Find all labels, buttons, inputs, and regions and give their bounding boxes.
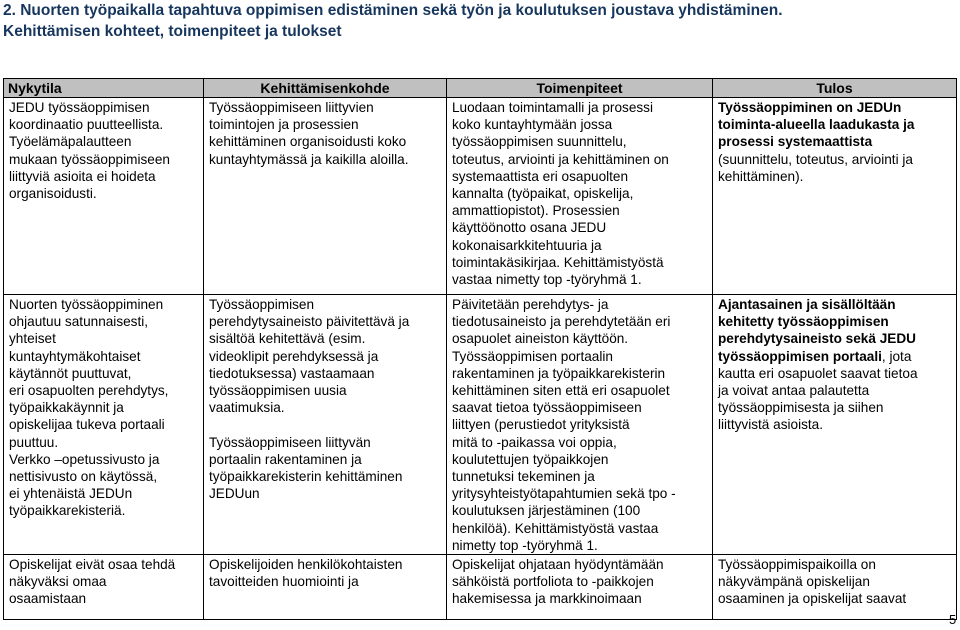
cell-line: toimintojen ja prosessien [209,117,359,133]
heading-line-2: Kehittämisen kohteet, toimenpiteet ja tulokset [3,23,342,40]
cell-line: koulutettujen työpaikkojen [452,451,609,467]
cell-line: kuntayhtymässä ja kaikilla aloilla. [209,151,409,167]
cell-line: perehdytysaineisto päivitettävä ja [209,314,410,330]
cell-line: käytännöt puuttuvat, [9,365,132,381]
cell-line: prosessi systemaattista [718,134,873,150]
cell-line: Nuorten työssäoppiminen [9,297,164,312]
cell-kehittamisenkohde [204,555,447,620]
header-nykytila: Nykytila [4,79,204,98]
cell-line: liittyen (perustiedot yrityksistä [452,417,630,433]
cell-line: mukaan työssäoppimiseen [9,151,170,167]
cell-line: Työelämäpalautteen [9,134,132,150]
cell-line: Ajantasainen ja sisällöltään [718,297,896,312]
cell-line: tunnetuksi tekeminen ja [452,469,595,485]
cell-line: nettisivusto on käytössä, [9,469,158,485]
cell-line: JEDU työssäoppimisen [9,100,150,115]
page-number: 5 [949,612,957,627]
header-toimenpiteet: Toimenpiteet [447,79,713,98]
cell-line: työssäoppimisen portaali, jota [718,348,912,364]
cell-line: työpaikkakäynnit ja [9,400,124,416]
cell-line: henkilöä). Kehittämistyöstä vastaa [452,520,659,536]
cell-line: hakemisessa ja markkinoimaan [452,591,642,607]
cell-line: rakentaminen ja työpaikkarekisterin [452,365,666,381]
cell-line: työssäoppimisesta ja siihen [718,400,884,416]
cell-line: Verkko –opetussivusto ja [9,451,160,467]
cell-line: kehittäminen siten että eri osapuolet [452,383,670,399]
cell-line: osapuolet aineiston käyttöön. [452,331,629,347]
cell-line: kokonaisarkkitehtuuria ja [452,237,602,253]
cell-line: videoklipit perehdyksessä ja [209,348,379,364]
cell-line: Työssäoppimisen [209,297,315,312]
header-kehittamisenkohde: Kehittämisenkohde [204,79,447,98]
cell-line [209,416,442,433]
cell-toimenpiteet [447,98,713,295]
cell-line: liittyvistä asioista. [718,417,824,433]
cell-line: eri osapuolten perehdytys, [9,383,169,399]
cell-line: kehittäminen organisoidusti koko [209,134,407,150]
cell-line: saavat tietoa työssäoppimiseen [452,400,642,416]
cell-line: tiedotuksessa) vastaamaan [209,365,375,381]
cell-toimenpiteet [447,295,713,555]
cell-line: kehitetty työssäoppimisen [718,314,889,330]
cell-tulos [713,295,957,555]
cell-line: ohjautuu satunnaisesti, [9,314,149,330]
table-row [4,98,957,295]
cell-line: tavoitteiden huomiointi ja [209,574,359,590]
cell-line: Opiskelijoiden henkilökohtaisten [209,557,403,573]
cell-line: yritysyhteistyötapahtumien sekä tpo - [452,486,676,502]
cell-kehittamisenkohde [204,98,447,295]
page-heading [3,0,953,42]
cell-line: kehittäminen). [718,168,804,184]
cell-toimenpiteet [447,555,713,620]
cell-tulos [713,555,957,620]
cell-line: Päivitetään perehdytys- ja [452,297,609,312]
cell-line: sisältöä kehitettävä (esim. [209,331,366,347]
cell-line: kuntayhtymäkohtaiset [9,348,141,364]
cell-line: liittyviä asioita ei hoideta [9,168,156,184]
cell-line: portaalin rakentaminen ja [209,451,362,467]
cell-line: koko kuntayhtymään jossa [452,117,613,133]
cell-line: toimintakäsikirjaa. Kehittämistyöstä [452,254,664,270]
cell-line: osaaminen ja opiskelijat saavat [718,591,907,607]
cell-line: yhteiset [9,331,56,347]
cell-line: koordinaatio puutteellista. [9,117,164,133]
cell-line: vastaa nimetty top -työryhmä 1. [452,272,642,288]
cell-line: Työssäoppimispaikoilla on [718,557,876,573]
table-row [4,555,957,620]
cell-line: organisoidusti. [9,186,97,202]
cell-line: näkyväksi omaa [9,574,107,590]
cell-tulos [713,98,957,295]
cell-line: Työssäoppiminen on JEDUn [718,100,902,115]
cell-line: työssäoppimisen uusia [209,383,347,399]
cell-line: (suunnittelu, toteutus, arviointi ja [718,151,913,167]
cell-line: Työssäoppimiseen liittyvän [209,434,371,450]
cell-kehittamisenkohde [204,295,447,555]
table-row [4,295,957,555]
cell-nykytila [4,295,204,555]
cell-line: perehdytysaineisto sekä JEDU [718,331,916,347]
cell-line: puuttuu. [9,434,59,450]
cell-line: käyttöönotto osana JEDU [452,220,607,236]
table-header-row [4,79,957,98]
cell-line: kannalta (työpaikat, opiskelija, [452,186,634,202]
cell-line: toteutus, arviointi ja kehittäminen on [452,151,669,167]
cell-line: opiskelijaa tukeva portaali [9,417,165,433]
cell-line: ammattiopistot). Prosessien [452,203,620,219]
cell-line: työssäoppimisen suunnittelu, [452,134,627,150]
cell-line: Luodaan toimintamalli ja prosessi [452,100,653,115]
cell-line: Työssäoppimiseen liittyvien [209,100,374,115]
cell-line: JEDUun [209,486,260,502]
header-tulos: Tulos [713,79,957,98]
cell-line: työpaikkarekisterin kehittäminen [209,469,403,485]
cell-line: koulutuksen järjestäminen (100 [452,503,641,519]
cell-line: vaatimuksia. [209,400,285,416]
cell-line: näkyvämpänä opiskelijan [718,574,870,590]
cell-line: ei yhtenäistä JEDUn [9,486,133,502]
development-table [3,78,957,620]
cell-line: Opiskelijat ohjataan hyödyntämään [452,557,664,573]
cell-line: osaamistaan [9,591,87,607]
cell-line: mitä to -paikassa voi oppia, [452,434,617,450]
cell-line: tiedotusaineisto ja perehdytetään eri [452,314,671,330]
heading-line-1: 2. Nuorten työpaikalla tapahtuva oppimisen edistäminen sekä työn ja koulutuksen joustava yhdistäminen. [3,2,783,19]
cell-line: ja voivat antaa palautetta [718,383,870,399]
cell-line: nimetty top -työryhmä 1. [452,537,598,553]
cell-nykytila [4,98,204,295]
cell-nykytila [4,555,204,620]
cell-line: Työssäoppimisen portaalin [452,348,613,364]
cell-line: työpaikkarekisteriä. [9,503,126,519]
cell-line: toiminta-alueella laadukasta ja [718,117,915,133]
cell-line: kautta eri osapuolet saavat tietoa [718,365,918,381]
bold-fragment: työssäoppimisen portaali [718,348,882,364]
cell-line: Opiskelijat eivät osaa tehdä [9,557,176,573]
cell-line: systemaattista eri osapuolten [452,168,629,184]
cell-line: sähköistä portfoliota to -paikkojen [452,574,654,590]
